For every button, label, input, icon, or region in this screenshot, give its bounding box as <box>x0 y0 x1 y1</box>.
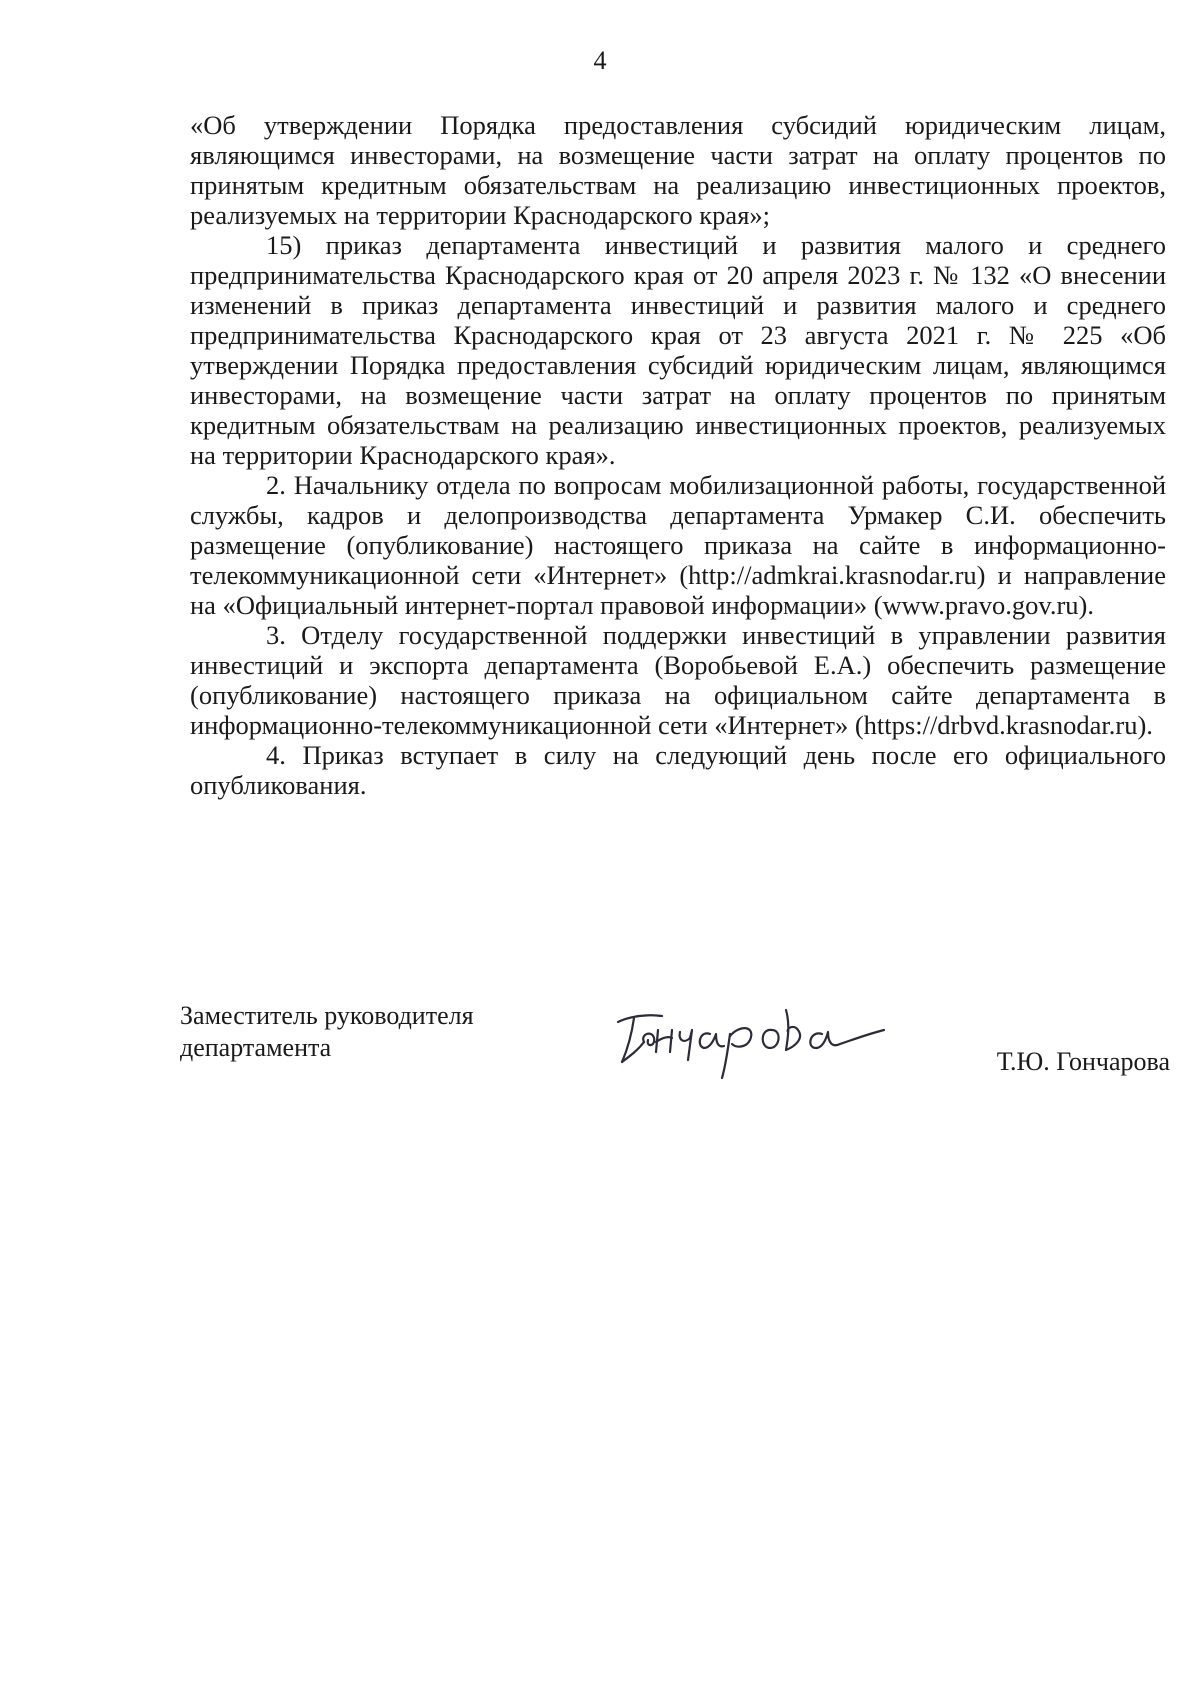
paragraph-continuation: «Об утверждении Порядка предоставления субсидий юридическим лицам, являющимся инвесторами, на возмещение части затрат на оплату процентов по принятым кредитным обязательствам на реализацию инвестиционных проектов, реализуемых на территории Краснодарского края»; <box>190 110 1166 230</box>
signature-block <box>180 1000 1170 1120</box>
signatory-title-line2: департамента <box>180 1033 332 1062</box>
paragraph-item-3: 3. Отделу государственной поддержки инвестиций в управлении развития инвестиций и экспорта департамента (Воробьевой Е.А.) обеспечить размещение (опубликование) настоящего приказа на официальном сайте департамента в информационно-телекоммуникационной сети «Интернет» (https://drbvd.krasnodar.ru). <box>190 620 1166 740</box>
signatory-title-line1: Заместитель руководителя <box>180 1001 474 1030</box>
handwritten-signature <box>600 990 890 1080</box>
paragraph-item-4: 4. Приказ вступает в силу на следующий день после его официального опубликования. <box>190 740 1166 800</box>
paragraph-item-2: 2. Начальнику отдела по вопросам мобилизационной работы, государственной службы, кадров и делопроизводства департамента Урмакер С.И. обеспечить размещение (опубликование) настоящего приказа на сайте в информационно-телекоммуникационной сети «Интернет» (http://admkrai.krasnodar.ru) и направление на «Официальный интернет-портал правовой информации» (www.pravo.gov.ru). <box>190 470 1166 620</box>
paragraph-item-15: 15) приказ департамента инвестиций и развития малого и среднего предпринимательства Краснодарского края от 20 апреля 2023 г. № 132 «О внесении изменений в приказ департамента инвестиций и развития малого и среднего предпринимательства Краснодарского края от 23 августа 2021 г. № 225 «Об утверждении Порядка предоставления субсидий юридическим лицам, являющимся инвесторами, на возмещение части затрат на оплату процентов по принятым кредитным обязательствам на реализацию инвестиционных проектов, реализуемых на территории Краснодарского края». <box>190 230 1166 470</box>
signatory-title <box>180 1000 474 1064</box>
page-number: 4 <box>593 46 607 75</box>
signatory-name: Т.Ю. Гончарова <box>996 1047 1170 1076</box>
document-body <box>190 110 1166 800</box>
